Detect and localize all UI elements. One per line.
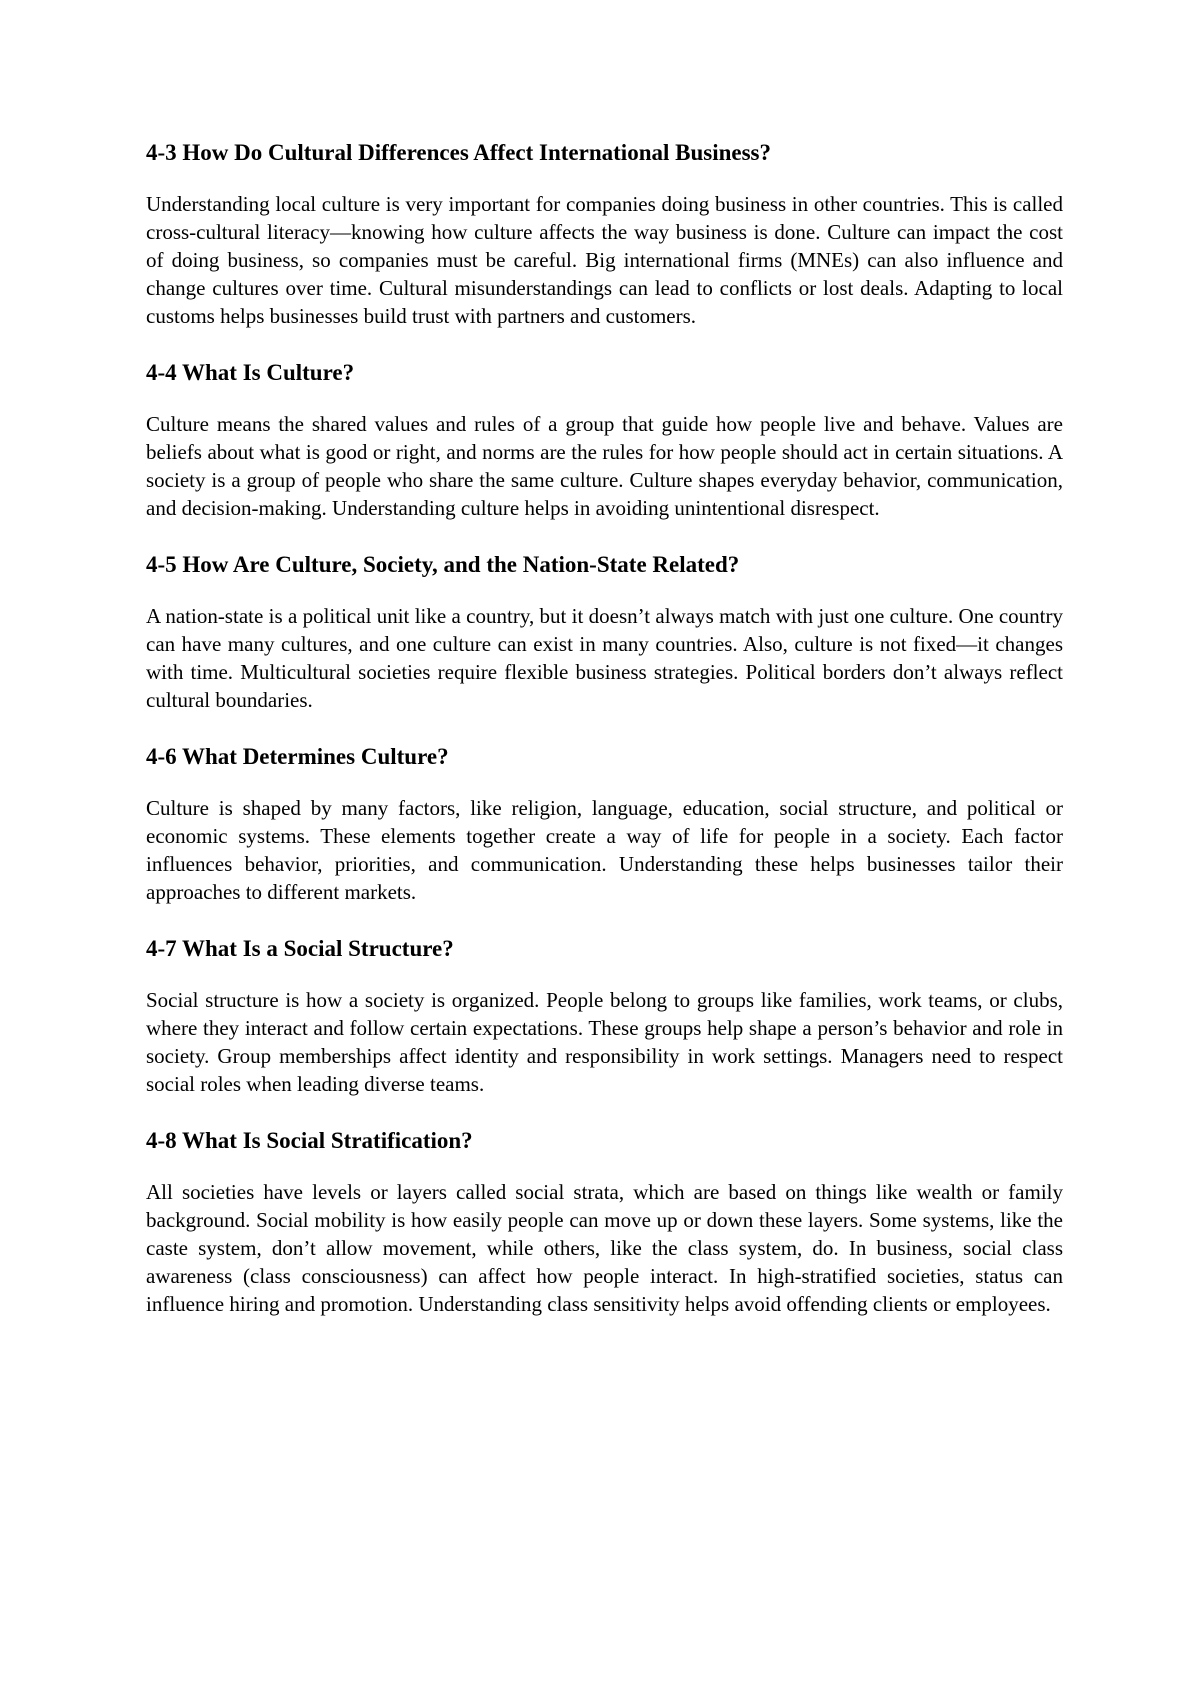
section-heading: 4-7 What Is a Social Structure?: [146, 936, 454, 961]
section-4-6: [146, 742, 1063, 906]
section-paragraph: Social structure is how a society is organized. People belong to groups like families, work teams, or clubs, where they interact and follow certain expectations. These groups help shape a person’s behavior and role in society. Group memberships affect identity and responsibility in work settings. Managers need to respect social roles when leading diverse teams.: [146, 988, 1063, 1096]
section-4-3: [146, 138, 1063, 330]
section-heading: 4-6 What Determines Culture?: [146, 744, 449, 769]
section-paragraph: A nation-state is a political unit like a country, but it doesn’t always match with just one culture. One country can have many cultures, and one culture can exist in many countries. Also, culture is not fixed—it changes with time. Multicultural societies require flexible business strategies. Political borders don’t always reflect cultural boundaries.: [146, 604, 1063, 712]
section-4-8: [146, 1126, 1063, 1318]
section-4-5: [146, 550, 1063, 714]
section-heading: 4-4 What Is Culture?: [146, 360, 355, 385]
section-heading: 4-3 How Do Cultural Differences Affect International Business?: [146, 140, 771, 165]
section-4-7: [146, 934, 1063, 1098]
section-paragraph: Culture means the shared values and rules of a group that guide how people live and behave. Values are beliefs about what is good or right, and norms are the rules for how people should act in certain situations. A society is a group of people who share the same culture. Culture shapes everyday behavior, communication, and decision-making. Understanding culture helps in avoiding unintentional disrespect.: [146, 412, 1063, 520]
section-4-4: [146, 358, 1063, 522]
section-heading: 4-5 How Are Culture, Society, and the Nation-State Related?: [146, 552, 740, 577]
section-paragraph: Understanding local culture is very important for companies doing business in other countries. This is called cross-cultural literacy—knowing how culture affects the way business is done. Culture can impact the cost of doing business, so companies must be careful. Big international firms (MNEs) can also influence and change cultures over time. Cultural misunderstandings can lead to conflicts or lost deals. Adapting to local customs helps businesses build trust with partners and customers.: [146, 192, 1063, 328]
section-heading: 4-8 What Is Social Stratification?: [146, 1128, 473, 1153]
section-paragraph: All societies have levels or layers called social strata, which are based on things like wealth or family background. Social mobility is how easily people can move up or down these layers. Some systems, like the caste system, don’t allow movement, while others, like the class system, do. In business, social class awareness (class consciousness) can affect how people interact. In high-stratified societies, status can influence hiring and promotion. Understanding class sensitivity helps avoid offending clients or employees.: [146, 1180, 1063, 1316]
section-paragraph: Culture is shaped by many factors, like religion, language, education, social structure, and political or economic systems. These elements together create a way of life for people in a society. Each factor influences behavior, priorities, and communication. Understanding these helps businesses tailor their approaches to different markets.: [146, 796, 1063, 904]
